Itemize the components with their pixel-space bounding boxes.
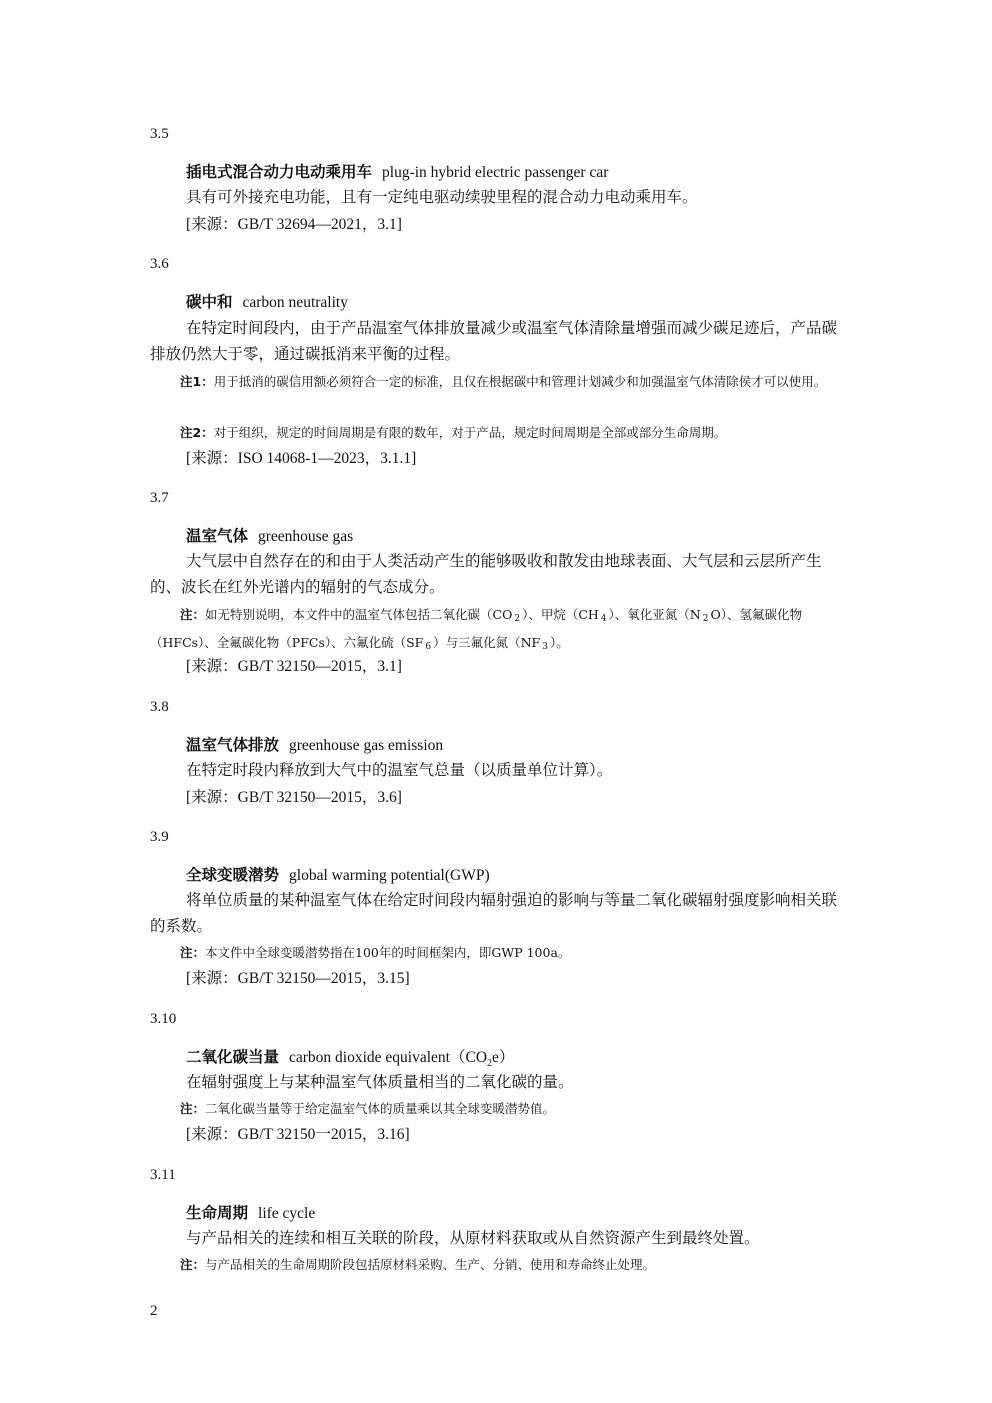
- term-en-part: carbon dioxide equivalent（CO: [289, 1049, 488, 1066]
- note-text: ）、氧化亚氮（N: [608, 607, 701, 622]
- term-3-7: [186, 525, 353, 548]
- note-text: 用于抵消的碳信用额必须符合一定的标准，且仅在根据碳中和管理计划减少和加强温室气体清除侯才可以使用。: [213, 374, 827, 389]
- term-en-part: e）: [492, 1049, 515, 1066]
- term-en: global warming potential(GWP): [289, 867, 490, 884]
- note-3-6-2: [150, 420, 850, 445]
- source-3-5: [来源：GB/T 32694—2021，3.1]: [186, 216, 402, 233]
- term-3-11: [186, 1202, 315, 1225]
- definition-3-10: 在辐射强度上与某种温室气体质量相当的二氧化碳的量。: [186, 1073, 574, 1091]
- page-number: 2: [150, 1303, 158, 1319]
- subscript: 2: [514, 614, 521, 624]
- note-text: 与产品相关的生命周期阶段包括原材料采购、生产、分销、使用和寿命终止处理。: [205, 1257, 656, 1272]
- term-zh: 全球变暖潜势: [186, 866, 280, 884]
- term-zh: 温室气体: [186, 527, 249, 545]
- term-en: life cycle: [258, 1205, 316, 1222]
- note-3-10: [150, 1096, 850, 1121]
- term-zh: 二氧化碳当量: [186, 1048, 280, 1066]
- subscript: 3: [542, 642, 548, 652]
- term-zh: 碳中和: [186, 293, 233, 311]
- note-text: 本文件中全球变暖潜势指在100年的时间框架内，即GWP 100a。: [205, 945, 571, 960]
- term-3-5: [186, 161, 608, 184]
- note-text: 二氧化碳当量等于给定温室气体的质量乘以其全球变暖潜势值。: [205, 1101, 556, 1116]
- term-en: greenhouse gas: [258, 528, 354, 545]
- definition-3-8: 在特定时段内释放到大气中的温室气总量（以质量单位计算）。: [186, 761, 613, 779]
- note-text: O）、氢氟碳化物（HFCs）、全氟碳化物（PFCs）、六氟化硫（SF: [150, 607, 802, 650]
- term-zh: 温室气体排放: [186, 736, 280, 754]
- subscript: 2: [702, 614, 709, 624]
- note-label: 注：: [180, 1101, 206, 1116]
- note-3-6-1: [150, 369, 850, 394]
- clause-number-3-11: 3.11: [150, 1167, 176, 1183]
- note-3-7: [150, 602, 850, 658]
- note-text: 如无特别说明，本文件中的温室气体包括二氧化碳（CO: [205, 607, 513, 622]
- source-3-9: [来源：GB/T 32150—2015，3.15]: [186, 970, 410, 987]
- clause-number-3-7: 3.7: [150, 490, 169, 506]
- term-3-6: [186, 291, 348, 314]
- definition-3-5: 具有可外接充电功能，且有一定纯电驱动续驶里程的混合动力电动乘用车。: [186, 188, 698, 206]
- subscript: 4: [600, 614, 607, 624]
- source-3-6: [来源：ISO 14068-1—2023，3.1.1]: [186, 450, 417, 467]
- term-zh: 插电式混合动力电动乘用车: [186, 163, 373, 181]
- clause-number-3-6: 3.6: [150, 256, 169, 272]
- clause-number-3-5: 3.5: [150, 126, 169, 142]
- note-3-11: [150, 1252, 850, 1277]
- subscript: 2: [487, 1058, 493, 1070]
- note-label: 注2：: [180, 425, 214, 440]
- clause-number-3-9: 3.9: [150, 829, 169, 845]
- note-label: 注：: [180, 607, 206, 622]
- source-3-10: [来源：GB/T 32150一2015，3.16]: [186, 1126, 410, 1143]
- note-label: 注：: [180, 1257, 206, 1272]
- clause-number-3-8: 3.8: [150, 699, 169, 715]
- clause-number-3-10: 3.10: [150, 1011, 177, 1027]
- note-text: ）。: [549, 635, 569, 650]
- definition-3-9: 将单位质量的某种温室气体在给定时间段内辐射强迫的影响与等量二氧化碳辐射强度影响相关联的系数。: [150, 891, 838, 935]
- definition-3-7: 大气层中自然存在的和由于人类活动产生的能够吸收和散发由地球表面、大气层和云层所产生的、波长在红外光谱内的辐射的气态成分。: [150, 552, 822, 596]
- term-3-9: [186, 864, 490, 887]
- note-text: ）、甲烷（CH: [522, 607, 599, 622]
- subscript: 6: [425, 642, 432, 652]
- source-3-8: [来源：GB/T 32150—2015，3.6]: [186, 789, 402, 806]
- term-en: [289, 1049, 515, 1070]
- note-text: 对于组织，规定的时间周期是有限的数年，对于产品，规定时间周期是全部或部分生命周期。: [213, 425, 727, 440]
- term-en: carbon neutrality: [242, 294, 348, 311]
- definition-3-6: 在特定时间段内，由于产品温室气体排放量减少或温室气体清除量增强而减少碳足迹后，产品碳排放仍然大于零，通过碳抵消来平衡的过程。: [150, 319, 838, 363]
- term-en: plug-in hybrid electric passenger car: [382, 164, 609, 181]
- note-label: 注：: [180, 945, 206, 960]
- source-3-7: [来源：GB/T 32150—2015，3.1]: [186, 658, 402, 675]
- term-en: greenhouse gas emission: [289, 737, 444, 754]
- definition-3-11: 与产品相关的连续和相互关联的阶段，从原材料获取或从自然资源产生到最终处置。: [186, 1229, 760, 1247]
- term-3-8: [186, 734, 443, 757]
- term-zh: 生命周期: [186, 1204, 249, 1222]
- note-label: 注1：: [180, 374, 214, 389]
- note-3-9: [150, 940, 850, 965]
- note-text: ）与三氟化氮（NF: [433, 635, 541, 650]
